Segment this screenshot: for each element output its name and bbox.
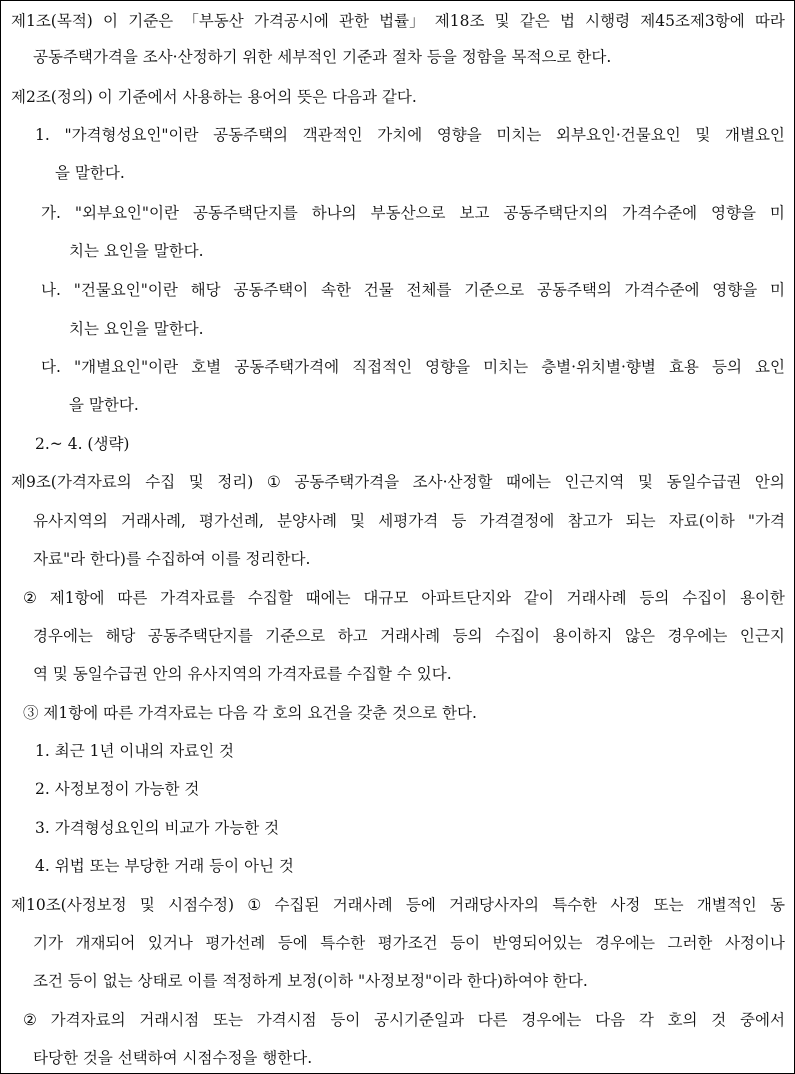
definition-1-na-line-2: 치는 요인을 말한다. bbox=[69, 320, 204, 338]
article-9-item-2: 2. 사정보정이 가능한 것 bbox=[35, 780, 200, 798]
definition-1-da-line-1: 다. "개별요인"이란 호별 공동주택가격에 직접적인 영향을 미치는 층별·위치별·향별 효용 등의 요인 bbox=[41, 358, 785, 376]
article-9-line-3: 자료"라 한다)를 수집하여 이를 정리한다. bbox=[33, 550, 311, 568]
article-2-heading: 제2조(정의) 이 기준에서 사용하는 용어의 뜻은 다음과 같다. bbox=[11, 88, 417, 106]
definition-1-da-line-2: 을 말한다. bbox=[69, 396, 139, 414]
definition-1-ga-line-2: 치는 요인을 말한다. bbox=[69, 242, 204, 260]
article-10-line-3: 조건 등이 없는 상태로 이를 적정하게 보정(이하 "사정보정"이라 한다)하여야 한다. bbox=[33, 972, 588, 990]
article-9-item-3: 3. 가격형성요인의 비교가 가능한 것 bbox=[35, 819, 280, 837]
article-9-item-4: 4. 위법 또는 부당한 거래 등이 아닌 것 bbox=[35, 857, 294, 875]
definition-omitted: 2.~ 4. (생략) bbox=[35, 435, 130, 453]
article-10-para-2-line-2: 타당한 것을 선택하여 시점수정을 행한다. bbox=[33, 1049, 313, 1067]
definition-1-ga-line-1: 가. "외부요인"이란 공동주택단지를 하나의 부동산으로 보고 공동주택단지의 가격수준에 영향을 미 bbox=[41, 204, 785, 222]
article-9-line-1: 제9조(가격자료의 수집 및 정리) ① 공동주택가격을 조사·산정할 때에는 인근지역 및 동일수급권 안의 bbox=[11, 473, 785, 491]
definition-1-line-2: 을 말한다. bbox=[55, 164, 125, 182]
article-10-line-1: 제10조(사정보정 및 시점수정) ① 수집된 거래사례 등에 거래당사자의 특수한 사정 또는 개별적인 동 bbox=[11, 896, 785, 914]
article-9-para-3: ③ 제1항에 따른 가격자료는 다음 각 호의 요건을 갖춘 것으로 한다. bbox=[23, 704, 477, 722]
article-1-line-2: 공동주택가격을 조사·산정하기 위한 세부적인 기준과 절차 등을 정함을 목적으로 한다. bbox=[33, 48, 612, 66]
article-9-para-2-line-1: ② 제1항에 따른 가격자료를 수집할 때에는 대규모 아파트단지와 같이 거래사례 등의 수집이 용이한 bbox=[23, 589, 785, 607]
article-9-item-1: 1. 최근 1년 이내의 자료인 것 bbox=[35, 742, 235, 760]
article-9-line-2: 유사지역의 거래사례, 평가선례, 분양사례 및 세평가격 등 가격결정에 참고가 되는 자료(이하 "가격 bbox=[33, 512, 785, 530]
article-9-para-2-line-2: 경우에는 해당 공동주택단지를 기준으로 하고 거래사례 등의 수집이 용이하지 않은 경우에는 인근지 bbox=[33, 627, 785, 645]
article-1-line-1: 제1조(목적) 이 기준은 「부동산 가격공시에 관한 법률」 제18조 및 같은 법 시행령 제45조제3항에 따라 bbox=[11, 12, 785, 30]
article-9-para-2-line-3: 역 및 동일수급권 안의 유사지역의 가격자료를 수집할 수 있다. bbox=[33, 665, 452, 683]
definition-1-line-1: 1. "가격형성요인"이란 공동주택의 객관적인 가치에 영향을 미치는 외부요인·건물요인 및 개별요인 bbox=[35, 126, 785, 144]
article-10-para-2-line-1: ② 가격자료의 거래시점 또는 가격시점 등이 공시기준일과 다른 경우에는 다음 각 호의 것 중에서 bbox=[23, 1011, 785, 1029]
definition-1-na-line-1: 나. "건물요인"이란 해당 공동주택이 속한 건물 전체를 기준으로 공동주택의 가격수준에 영향을 미 bbox=[41, 281, 785, 299]
article-10-line-2: 기가 개재되어 있거나 평가선례 등에 특수한 평가조건 등이 반영되어있는 경우에는 그러한 사정이나 bbox=[33, 934, 785, 952]
